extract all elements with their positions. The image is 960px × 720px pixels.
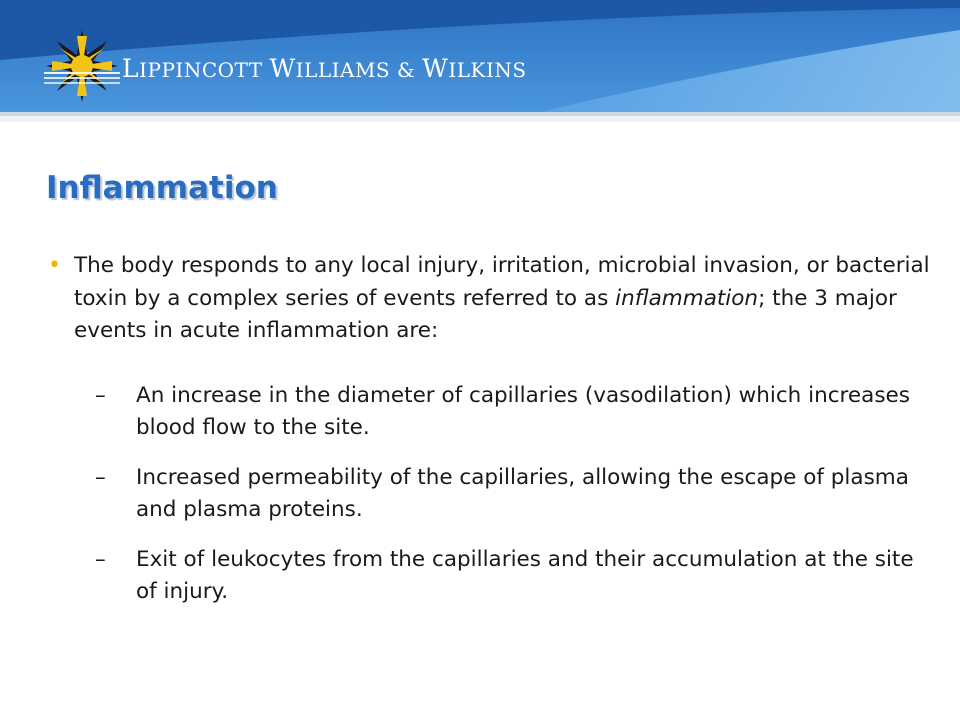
bullet-text-start: The body responds to any local injury, irritation, microbial invasion, or bacterial toxin by a complex series of events referred to as [74,253,930,311]
sub-bullet-text: An increase in the diameter of capillaries (vasodilation) which increases blood flow to the site. [136,382,910,440]
content-body [48,250,938,609]
sub-bullet-text: Increased permeability of the capillaries, allowing the escape of plasma and plasma proteins. [136,464,909,522]
slide-title: Inflammation [46,170,278,206]
sub-bullet-permeability [95,462,936,527]
sub-bullet-marker: – [95,546,106,572]
publisher-logo-text: LIPPINCOTT WILLIAMS & WILKINS [122,54,527,83]
bullet-text-end: ; the 3 major events in acute inflammation are: [74,285,897,343]
sub-bullet-text: Exit of leukocytes from the capillaries and their accumulation at the site of injury. [136,546,914,604]
header-banner [0,0,960,122]
bullet-italic-term: inflammation [615,285,759,311]
main-bullet [48,250,939,348]
sub-bullet-leukocytes [95,544,936,609]
bullet-marker: • [48,253,61,278]
sub-bullet-marker: – [95,382,106,408]
sub-bullet-marker: – [95,464,106,490]
sub-bullet-vasodilation [95,380,936,445]
